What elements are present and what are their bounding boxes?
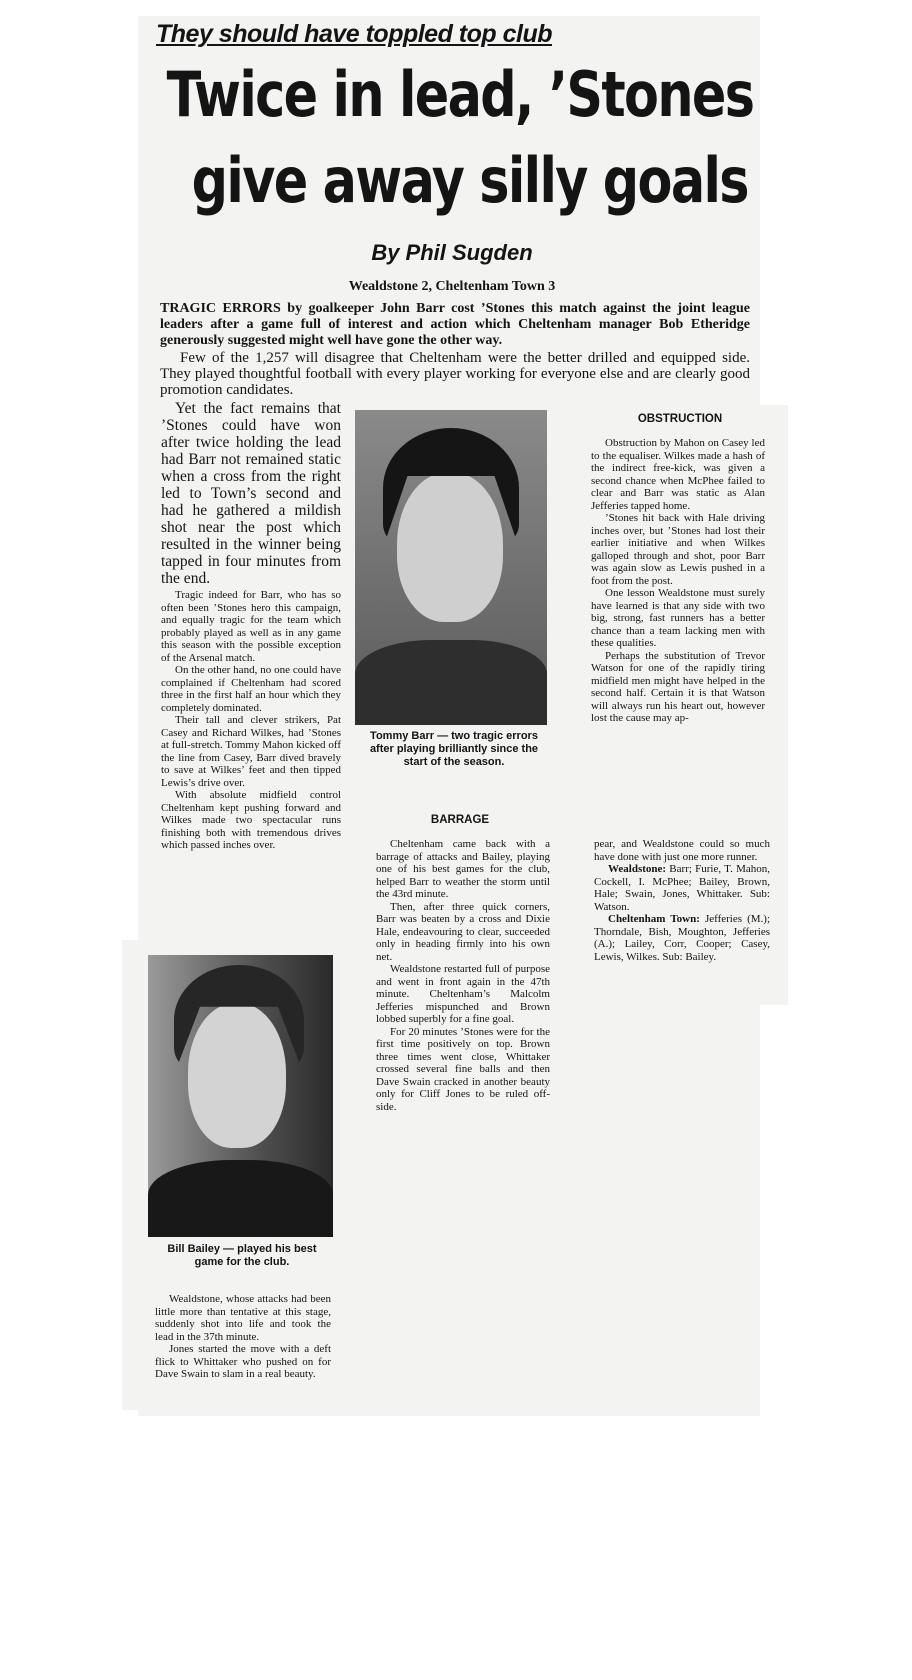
column-1b-paragraph: Jones started the move with a deft flick to Whittaker who pushed on for Dave Swain to slam in a real beauty. bbox=[155, 1343, 331, 1380]
scoreline: Wealdstone 2, Cheltenham Town 3 bbox=[348, 279, 556, 294]
column-1-paragraph: Tragic indeed for Barr, who has so often been ’Stones hero this campaign, and equally tragic for the team which probably played as well as in any game this season with the possible exception of the Arsenal match. bbox=[161, 589, 341, 664]
tommy-barr-photo bbox=[355, 410, 547, 725]
barrage-paragraph: Cheltenham came back with a barrage of attacks and Bailey, playing one of his best games for the club, helped Barr to weather the storm until the 43rd minute. bbox=[376, 838, 550, 900]
intro-lead: TRAGIC ERRORS bbox=[160, 301, 281, 316]
barrage-paragraph: Wealdstone restarted full of purpose and went in front again in the 47th minute. Cheltenham’s Malcolm Jefferies mispunched and Brown lobbed superbly for a fine goal. bbox=[376, 963, 550, 1025]
column-1-paragraph: With absolute midfield control Cheltenham kept pushing forward and Wilkes made two spectacular runs finishing both with tremendous drives which passed inches over. bbox=[161, 789, 341, 851]
column-1b-paragraph: Wealdstone, whose attacks had been little more than tentative at this stage, suddenly shot into life and took the lead in the 37th minute. bbox=[155, 1293, 331, 1343]
column-3-continuation bbox=[594, 838, 770, 963]
column-3-paragraph: pear, and Wealdstone could so much have done with just one more runner. bbox=[594, 838, 770, 863]
barrage-column bbox=[376, 838, 550, 1113]
barrage-heading: BARRAGE bbox=[430, 814, 490, 826]
obstruction-column bbox=[591, 437, 765, 725]
bill-bailey-caption: Bill Bailey — played his best game for the club. bbox=[167, 1243, 317, 1268]
team-cheltenham-label: Cheltenham Town: bbox=[608, 913, 700, 925]
headline bbox=[150, 52, 770, 224]
barrage-paragraph: Then, after three quick corners, Barr was beaten by a cross and Dixie Hale, endeavouring to clear, succeeded only in heading firmly into his own net. bbox=[376, 900, 550, 963]
barrage-paragraph: For 20 minutes ’Stones were for the first time positively on top. Brown three times went close, Whittaker crossed several fine balls and then Dave Swain cracked in another beauty only for Cliff Jones to be ruled off-side. bbox=[376, 1025, 550, 1113]
headline-line-2: give away silly goals bbox=[191, 144, 748, 217]
column-1-paragraph: Their tall and clever strikers, Pat Casey and Richard Wilkes, had ’Stones at full-stretch. Tommy Mahon kicked off the line from Casey, Barr dived bravely to save at Wilkes’ feet and then tipped Lewis’s drive over. bbox=[161, 714, 341, 789]
intro-lead-paragraph bbox=[160, 300, 750, 348]
intro-rest: by goalkeeper John Barr cost ’Stones this match against the joint league leaders after a game full of interest and action which Cheltenham manager Bob Etheridge generously suggested might well have gone the other way. bbox=[160, 301, 750, 348]
intro bbox=[160, 300, 750, 398]
team-wealdstone bbox=[594, 863, 770, 913]
byline: By Phil Sugden bbox=[371, 240, 533, 265]
collar bbox=[355, 640, 547, 725]
obstruction-paragraph: ’Stones hit back with Hale driving inches over, but ’Stones had lost their earlier initiative and when Wilkes galloped through and shot, poor Barr was again slow as Lewis pushed in a foot from the post. bbox=[591, 512, 765, 587]
tommy-barr-caption: Tommy Barr — two tragic errors after playing brilliantly since the start of the season. bbox=[369, 730, 539, 768]
team-wealdstone-label: Wealdstone: bbox=[608, 863, 667, 875]
column-1-continuation bbox=[155, 1293, 331, 1381]
intro-paragraph: Few of the 1,257 will disagree that Cheltenham were the better drilled and equipped side. They played thoughtful football with every player working for everyone else and are clearly good promotion candidates. bbox=[160, 350, 750, 398]
team-wealdstone-lineup: Barr; Furie, T. Mahon, Cockell, I. McPhee; Bailey, Brown, Hale; Swain, Jones, Whittaker. Sub: Watson. bbox=[594, 863, 770, 913]
obstruction-paragraph: One lesson Wealdstone must surely have learned is that any side with two big, strong, fast runners has a better chance than a team lacking men with these qualities. bbox=[591, 587, 765, 649]
obstruction-paragraph: Perhaps the substitution of Trevor Watson for one of the rapidly tiring midfield men might have helped in the second half. Certain it is that Watson will always run his heart out, however lost the cause may ap- bbox=[591, 649, 765, 724]
team-cheltenham bbox=[594, 913, 770, 963]
obstruction-paragraph: Obstruction by Mahon on Casey led to the equaliser. Wilkes made a hash of the indirect free-kick, was given a second chance when McPhee failed to clear and Barr was static as Alan Jefferies tapped home. bbox=[591, 437, 765, 512]
face bbox=[397, 472, 503, 622]
shirt bbox=[148, 1160, 333, 1237]
kicker: They should have toppled top club bbox=[156, 20, 553, 48]
headline-line-1: Twice in lead, ’Stones bbox=[166, 58, 754, 131]
column-1 bbox=[161, 400, 341, 852]
obstruction-heading: OBSTRUCTION bbox=[637, 413, 723, 425]
bill-bailey-photo bbox=[148, 955, 333, 1237]
face bbox=[188, 1003, 286, 1148]
column-1-big-paragraph: Yet the fact remains that ’Stones could have won after twice holding the lead had Barr not remained static when a cross from the right led to Town’s second and had he gathered a mildish shot near the post which resulted in the winner being tapped in four minutes from the end. bbox=[161, 400, 341, 587]
team-cheltenham-lineup: Jefferies (M.); Thorndale, Bish, Moughton, Jefferies (A.); Lailey, Corr, Cooper; Casey, Lewis, Wilkes. Sub: Bailey. bbox=[594, 913, 770, 963]
column-1-paragraph: On the other hand, no one could have complained if Cheltenham had scored three in the first half an hour which they completely dominated. bbox=[161, 664, 341, 714]
